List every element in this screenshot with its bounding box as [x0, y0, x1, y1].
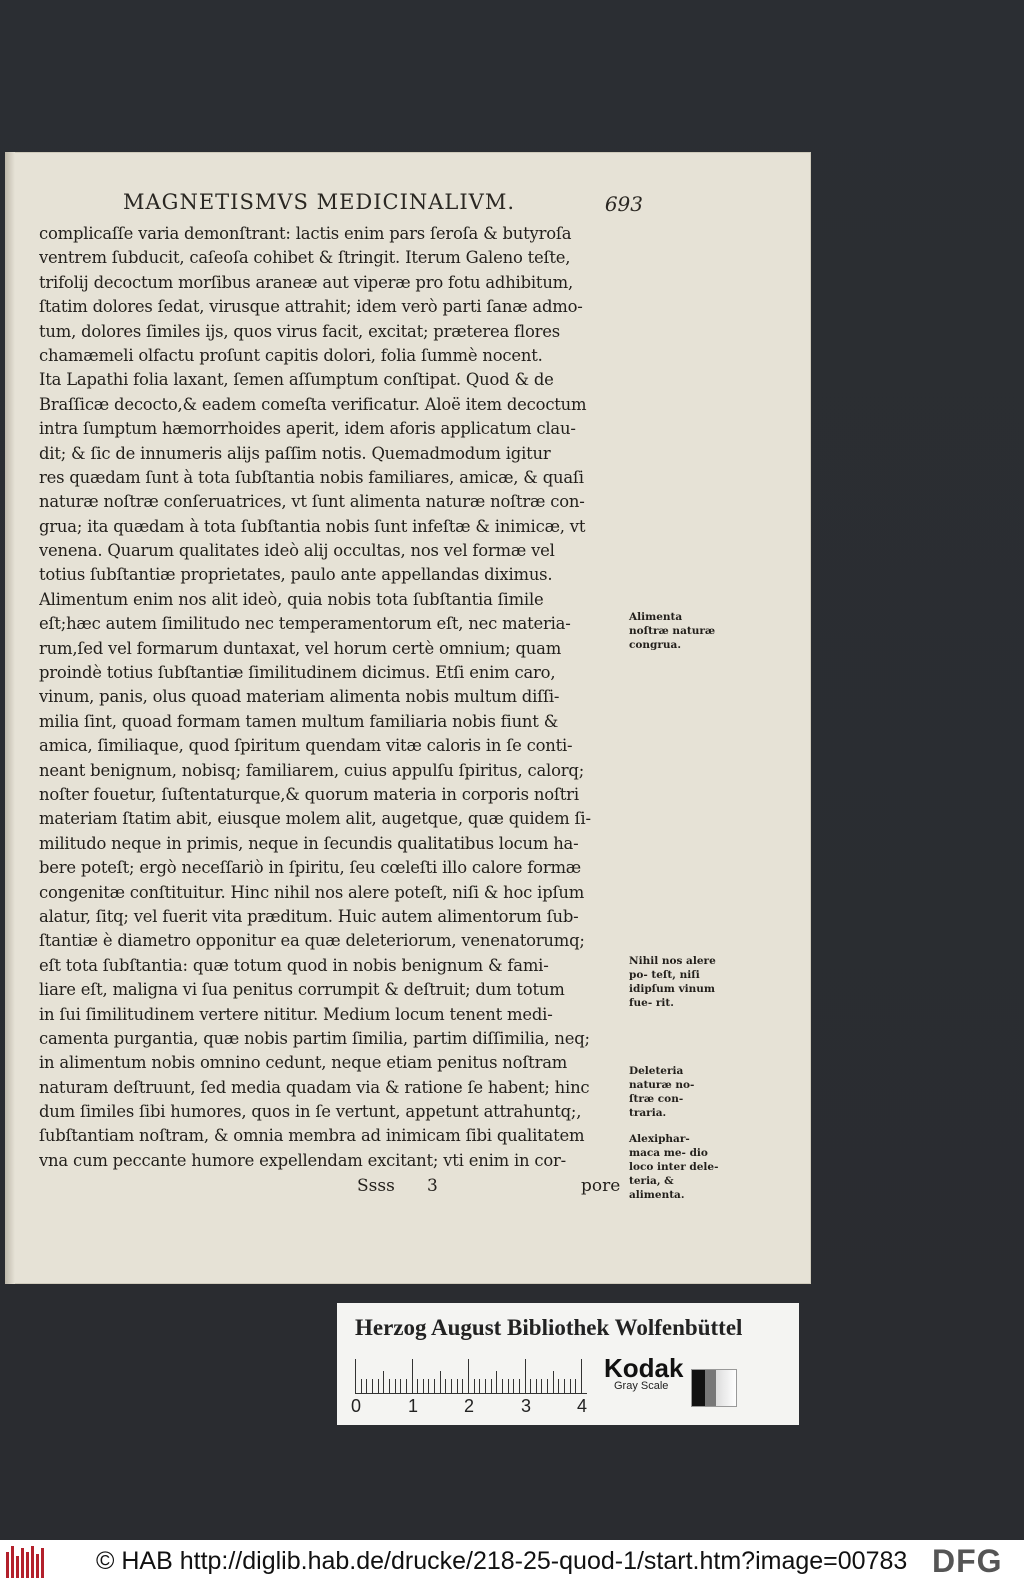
ruler-tick	[530, 1379, 531, 1393]
ruler-tick	[536, 1379, 537, 1393]
page-footer	[357, 1176, 647, 1204]
text-line: intra ſumptum hæmorrhoides aperit, idem aforis applicatum clau-	[39, 419, 576, 439]
ruler-tick	[558, 1379, 559, 1393]
text-line: rum,ſed vel formarum duntaxat, vel horum certè omnium; quam	[39, 638, 562, 658]
text-line: amica, ſimiliaque, quod ſpiritum quendam vitæ caloris in ſe conti-	[39, 736, 573, 756]
text-line: camenta purgantia, quæ nobis partim ſimilia, partim diſſimilia, neq;	[39, 1028, 590, 1048]
text-line: ſtantiæ è diametro opponitur ea quæ deleteriorum, venenatorumq;	[39, 931, 585, 951]
text-line: ventrem ſubducit, caſeoſa cohibet & ſtringit. Iterum Galeno teſte,	[39, 248, 571, 268]
text-line: vinum, panis, olus quoad materiam alimenta nobis multum diſſi-	[39, 687, 560, 707]
text-line: dum ſimiles ſibi humores, quos in ſe vertunt, appetunt attrahuntq;,	[39, 1102, 582, 1122]
text-line: alatur, ſitq; vel fuerit vita præditum. Huic autem alimentorum ſub-	[39, 906, 579, 926]
text-line: dit; & ſic de innumeris alijs paſſim notis. Quemadmodum igitur	[39, 443, 551, 463]
ruler-tick	[462, 1379, 463, 1393]
ruler-tick	[389, 1379, 390, 1393]
ruler-tick	[485, 1379, 486, 1393]
ruler-number: 2	[464, 1396, 475, 1416]
ruler-tick	[434, 1379, 435, 1393]
ruler-tick	[508, 1379, 509, 1393]
citation-link[interactable]: © HAB http://diglib.hab.de/drucke/218-25-quod-1/start.htm?image=00783	[96, 1547, 908, 1575]
text-line: vna cum peccante humore expellendam excitant; vti enim in cor-	[39, 1150, 567, 1170]
catchword: pore	[581, 1176, 621, 1196]
text-line: neant benignum, nobisq; familiarem, cuius appulſu ſpiritus, calorq;	[39, 760, 585, 780]
dfg-logo: DFG	[932, 1543, 1003, 1579]
page-number: 693	[604, 192, 643, 216]
text-line: proindè totius ſubſtantiæ ſimilitudinem dicimus. Etſi enim caro,	[39, 663, 556, 683]
text-line: bere poteſt; ergò neceſſariò in ſpiritu, ſeu cœleſti illo calore formæ	[39, 858, 582, 878]
ruler-number: 1	[408, 1396, 419, 1416]
marginal-note: Deleteria naturæ no- ſtræ con- traria.	[629, 1065, 695, 1119]
marginal-note: Nihil nos alere po- teſt, niſi idipſum vinum fue- rit.	[629, 955, 716, 1009]
text-line: tum, dolores ſimiles ijs, quos virus facit, excitat; præterea flores	[39, 321, 560, 341]
ruler-tick	[564, 1379, 565, 1393]
text-line: liare eſt, maligna vi ſua penitus corrumpit & deſtruit; dum totum	[39, 980, 565, 1000]
book-page	[5, 152, 811, 1284]
text-line: in ſui ſimilitudinem vertere nititur. Medium locum tenent medi-	[39, 1004, 553, 1024]
marginal-note: Alexiphar- maca me- dio loco inter dele- teria, & alimenta.	[629, 1133, 719, 1201]
ruler-tick	[417, 1379, 418, 1393]
ruler-tick	[423, 1379, 424, 1393]
kodak-logo: Kodak	[604, 1353, 684, 1383]
ruler-tick	[383, 1371, 384, 1393]
ruler-tick	[581, 1359, 582, 1393]
running-head: MAGNETISMVS MEDICINALIVM.	[123, 190, 516, 214]
page-edge	[5, 152, 15, 1284]
text-line: venena. Quarum qualitates ideò alij occultas, nos vel formæ vel	[39, 541, 555, 561]
ruler-tick	[525, 1359, 526, 1393]
signature-number: 3	[427, 1176, 438, 1196]
scale-ruler	[355, 1353, 587, 1394]
text-line: ſtatim dolores ſedat, virusque attrahit; idem verò parti ſanæ admo-	[39, 297, 583, 317]
gray-scale-label: Gray Scale	[614, 1380, 669, 1392]
text-line: eſt tota ſubſtantia: quæ totum quod in nobis benignum & fami-	[39, 955, 549, 975]
ruler-tick	[519, 1379, 520, 1393]
library-color-card	[337, 1303, 799, 1425]
ruler-tick	[445, 1379, 446, 1393]
page-header	[123, 190, 643, 220]
text-line: militudo neque in primis, neque in ſecundis qualitatibus locum ha-	[39, 833, 579, 853]
ruler-tick	[355, 1359, 356, 1393]
ruler-tick	[395, 1379, 396, 1393]
text-line: materiam ſtatim abit, eiusque molem alit, augetque, quæ quidem ſi-	[39, 809, 591, 829]
ruler-tick	[366, 1379, 367, 1393]
text-line: Braſſicæ decocto,& eadem comeſta verificatur. Aloë item decoctum	[39, 394, 587, 414]
ruler-tick	[451, 1379, 452, 1393]
citation-bar	[0, 1540, 1024, 1582]
ruler-tick	[400, 1379, 401, 1393]
text-line: res quædam ſunt à tota ſubſtantia nobis familiares, amicæ, & quaſi	[39, 467, 584, 487]
ruler-tick	[575, 1379, 576, 1393]
ruler-number: 0	[351, 1396, 362, 1416]
text-line: naturæ noſtræ conſeruatrices, vt ſunt alimenta naturæ noſtræ con-	[39, 492, 585, 512]
text-line: trifolij decoctum morſibus araneæ aut viperæ pro fotu adhibitum,	[39, 272, 574, 292]
ruler-tick	[570, 1379, 571, 1393]
ruler-tick	[457, 1379, 458, 1393]
text-line: Ita Lapathi folia laxant, ſemen aſſumptum conſtipat. Quod & de	[39, 370, 554, 390]
text-line: Alimentum enim nos alit ideò, quia nobis tota ſubſtantia ſimile	[39, 589, 544, 609]
text-line: totius ſubſtantiæ proprietates, paulo ante appellandas diximus.	[39, 565, 553, 585]
ruler-tick	[406, 1379, 407, 1393]
text-line: eſt;hæc autem ſimilitudo nec temperamentorum eſt, nec materia-	[39, 614, 571, 634]
body-text	[39, 222, 639, 1173]
ruler-tick	[479, 1379, 480, 1393]
text-line: grua; ita quædam à tota ſubſtantia nobis ſunt infeſtæ & inimicæ, vt	[39, 516, 586, 536]
ruler-tick	[541, 1379, 542, 1393]
ruler-tick	[553, 1371, 554, 1393]
text-line: naturam deſtruunt, ſed media quadam via & ratione ſe habent; hinc	[39, 1077, 590, 1097]
ruler-number: 4	[577, 1396, 588, 1416]
ruler-tick	[440, 1371, 441, 1393]
ruler-tick	[547, 1379, 548, 1393]
ruler-tick	[491, 1379, 492, 1393]
text-line: chamæmeli olfactu proſunt capitis dolori, folia ſummè nocent.	[39, 345, 543, 365]
text-line: in alimentum nobis omnino cedunt, neque etiam penitus noſtram	[39, 1053, 568, 1073]
text-line: congenitæ conſtituitur. Hinc nihil nos alere poteſt, niſi & hoc ipſum	[39, 882, 585, 902]
ruler-tick	[361, 1379, 362, 1393]
gray-scale-swatch	[691, 1369, 737, 1407]
ruler-tick	[428, 1379, 429, 1393]
text-line: ſubſtantiam noſtram, & omnia membra ad inimicam ſibi qualitatem	[39, 1126, 585, 1146]
library-name: Herzog August Bibliothek Wolfenbüttel	[355, 1315, 743, 1340]
text-line: complicaſſe varia demonſtrant: lactis enim pars ſeroſa & butyroſa	[39, 224, 572, 243]
ruler-tick	[372, 1379, 373, 1393]
ruler-tick	[513, 1379, 514, 1393]
signature-mark: Ssss	[357, 1176, 395, 1196]
ruler-tick	[502, 1379, 503, 1393]
ruler-tick	[474, 1379, 475, 1393]
ruler-number: 3	[521, 1396, 532, 1416]
ruler-tick	[412, 1359, 413, 1393]
marginal-note: Alimenta noſtræ naturæ congrua.	[629, 611, 716, 651]
text-line: noſter fouetur, ſuſtentaturque,& quorum materia in corporis noſtri	[39, 784, 579, 804]
hab-logo-icon	[4, 1546, 48, 1578]
ruler-tick	[378, 1379, 379, 1393]
ruler-tick	[468, 1359, 469, 1393]
text-line: milia ſint, quoad formam tamen multum familiaria nobis fiunt &	[39, 711, 559, 731]
ruler-tick	[496, 1371, 497, 1393]
